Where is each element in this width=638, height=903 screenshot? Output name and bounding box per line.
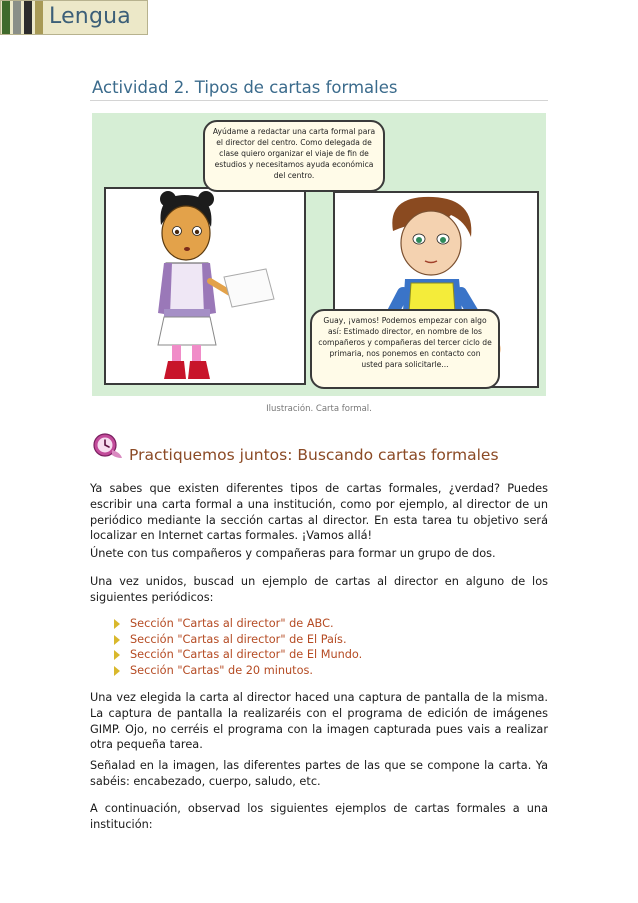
cartoon-panel-left [104, 187, 306, 385]
link-20-minutos[interactable] [114, 663, 362, 679]
paragraph-examples: A continuación, observad los siguientes ejemplos de cartas formales a una institución: [90, 802, 548, 831]
header-stripe [13, 1, 21, 34]
title-divider [90, 100, 548, 101]
bullet-arrow-icon [114, 635, 120, 645]
header-stripe [35, 1, 43, 34]
header-title: Lengua [49, 4, 131, 29]
link-label[interactable]: Sección "Cartas al director" de El País. [130, 632, 347, 646]
link-abc[interactable] [114, 616, 362, 632]
bullet-arrow-icon [114, 619, 120, 629]
bullet-arrow-icon [114, 650, 120, 660]
paragraph-screenshot: Una vez elegida la carta al director haced una captura de pantalla de la misma. La captura de pantalla la realizaréis con el programa de edición de imágenes GIMP. Ojo, no cerréis el programa con la imagen capturada pues vais a realizar otra pequeña tarea. [90, 691, 548, 752]
header-stripe [24, 1, 32, 34]
header-stripe [2, 1, 10, 34]
speech-bubble-left: Ayúdame a redactar una carta formal para el director del centro. Como delegada de clase quiero organizar el viaje de fin de estudios y necesitamos ayuda económica del centro. [203, 120, 385, 192]
newspaper-link-list [114, 616, 362, 679]
link-label[interactable]: Sección "Cartas" de 20 minutos. [130, 664, 313, 678]
link-label[interactable]: Sección "Cartas al director" de ABC. [130, 617, 334, 630]
paragraph-intro: Ya sabes que existen diferentes tipos de cartas formales, ¿verdad? Puedes escribir una carta formal a una institución, como por ejemplo, al director de un periódico mediante la sección cartas al director. En esta tarea tu objetivo será localizar en Internet cartas formales. ¡Vamos allá! [90, 482, 548, 543]
paragraph-groups: Únete con tus compañeros y compañeras para formar un grupo de dos. [90, 547, 496, 560]
section-header-tab [0, 0, 148, 35]
speech-bubble-right: Guay, ¡vamos! Podemos empezar con algo así: Estimado director, en nombre de los compañeros y compañeras del tercer ciclo de primaria, nos ponemos en contacto con usted para solicitarle... [310, 309, 500, 389]
link-el-mundo[interactable] [114, 647, 362, 663]
clock-icon [92, 432, 124, 460]
link-label[interactable]: Sección "Cartas al director" de El Mundo. [130, 648, 363, 662]
link-el-pais[interactable] [114, 632, 362, 648]
section-title: Practiquemos juntos: Buscando cartas formales [129, 446, 499, 464]
activity-title: Actividad 2. Tipos de cartas formales [92, 78, 398, 97]
paragraph-newspapers: Una vez unidos, buscad un ejemplo de cartas al director en alguno de los siguientes periódicos: [90, 575, 548, 604]
bullet-arrow-icon [114, 666, 120, 676]
illustration-caption: Ilustración. Carta formal. [266, 404, 372, 414]
girl-with-letter-drawing [106, 189, 304, 383]
paragraph-parts: Señalad en la imagen, las diferentes partes de las que se compone la carta. Ya sabéis: encabezado, cuerpo, saludo, etc. [90, 759, 548, 788]
cartoon-illustration [92, 113, 546, 396]
